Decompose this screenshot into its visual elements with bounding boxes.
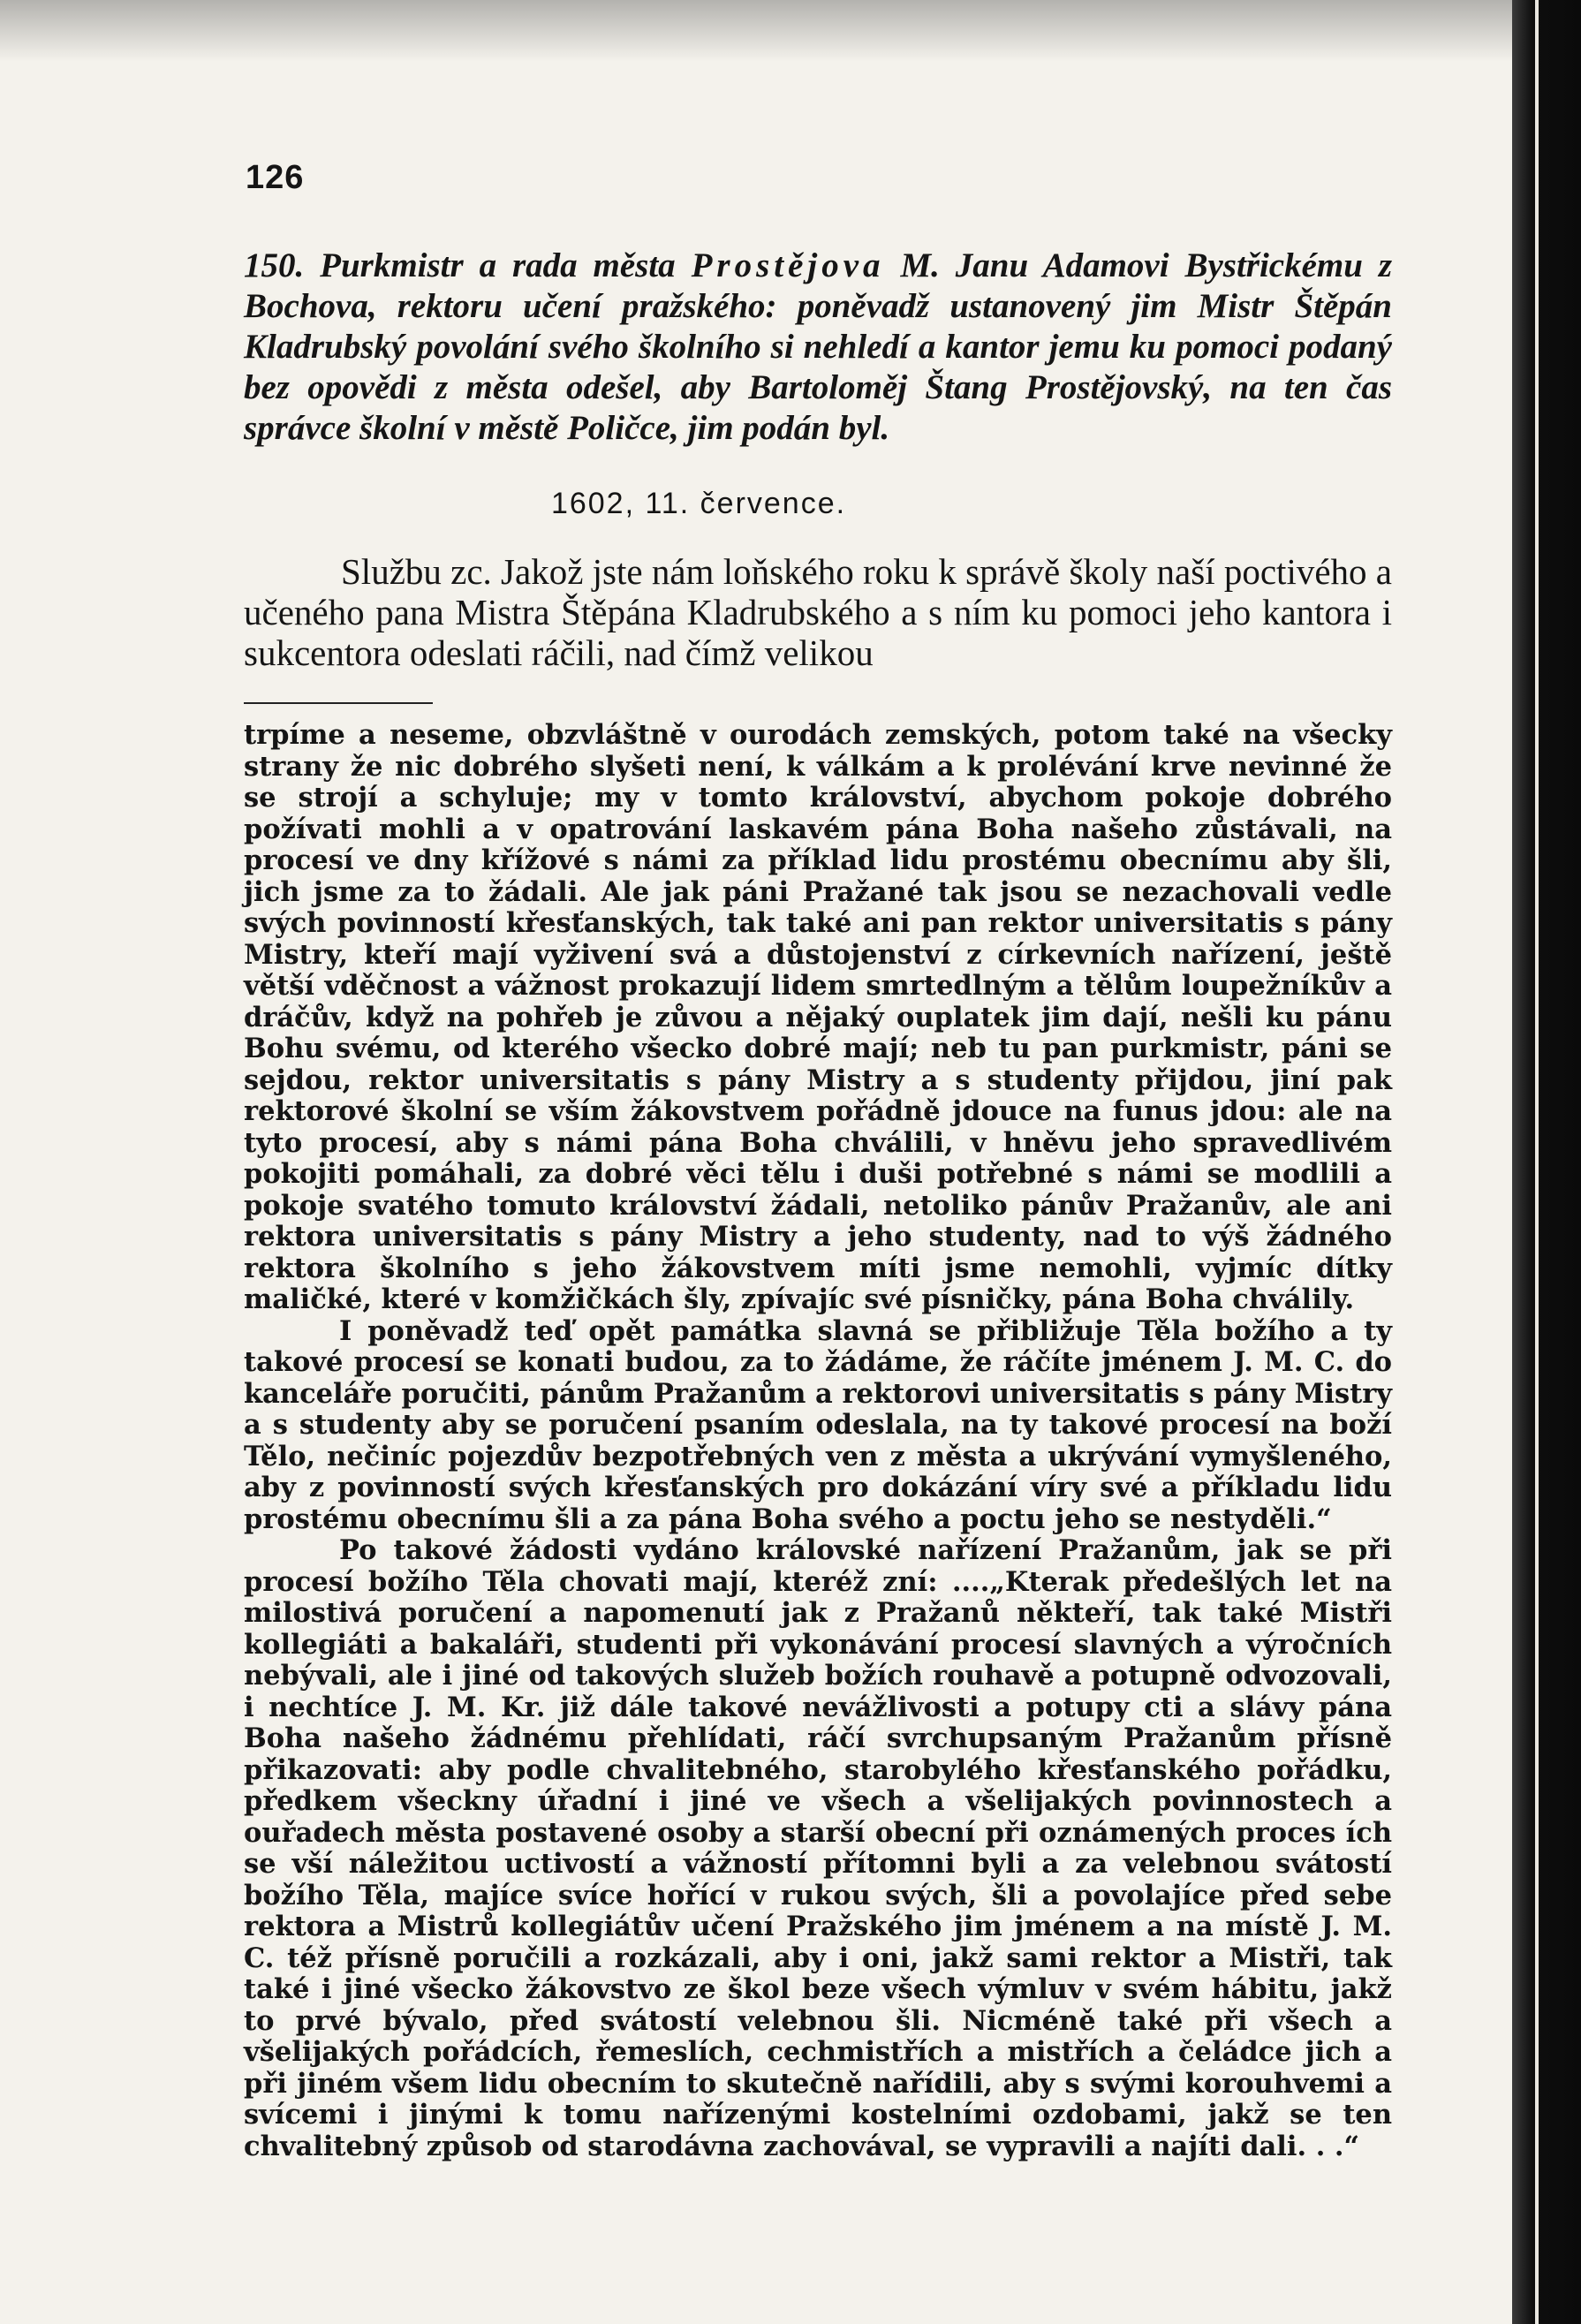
scan-shadow — [0, 0, 1512, 62]
heading-city: Prostějova — [691, 246, 885, 284]
scan-gutter-line — [1535, 0, 1539, 2324]
scan-gutter — [1512, 0, 1581, 2324]
footnote-paragraph-2: I poněvadž teď opět památka slavná se přibližuje Těla božího a ty takové procesí se konati budou, za to žádáme, že ráčíte jménem J. M. C. do kanceláře poručiti, pánům Pražanům a rektorovi universitatis s pány Mistry a s studenty aby se poručení psaním odeslala, na ty takové procesí na boží Tělo, nečiníc pojezdův bezpotřebných ven z města a ukrývání vymyšleného, aby z povinností svých křesťanských pro dokázání víry své a příkladu lidu prostému obecnímu šli a za pána Boha svého a poctu jeho se nestyděli.“ — [244, 1314, 1392, 1535]
page-number: 126 — [246, 159, 305, 196]
footnote-paragraph-1: trpíme a neseme, obzvláštně v ourodách zemských, potom také na všecky strany že nic dobrého slyšeti není, k válkám a k prolévání krve nevinné že se strojí a schyluje; my v tomto království, abychom pokoje dobrého požívati mohli a v opatrování laskavém pána Boha našeho zůstávali, na procesí ve dny křížové s námi za příklad lidu prostému obecnímu aby šli, jich jsme za to žádali. Ale jak páni Pražané tak jsou se nezachovali vedle svých povinností křesťanských, tak také ani pan rektor universitatis s pány Mistry, kteří mají vyživení svá a důstojenství z církevních nařízení, ještě větší vděčnost a vážnost prokazují lidem smrtedlným a tělům loupežníkův a dráčův, když na pohřeb je zůvou a nějaký ouplatek jim dají, nešli ku pánu Bohu svému, od kterého všecko dobré mají; neb tu pan purkmistr, páni se sejdou, rektor universitatis s pány Mistry a s studenty přijdou, jiní pak rektorové školní se vším žákovstvem pořádně jdouce na funus jdou: ale na tyto procesí, aby s námi pána Boha chválili, v hněvu jeho spravedlivém pokojiti pomáhali, za dobré věci tělu i duši potřebné s námi se modlili a pokoje svatého tomuto království žádali, netoliko pánův Pražanův, ale ani rektora universitatis s pány Mistry a jeho studenty, nad to výš žádného rektora školního s jeho žákovstvem míti jsme nemohli, vyjmíc dítky maličké, které v komžičkách šly, zpívajíc své písničky, pána Boha chválily. — [244, 719, 1392, 1315]
document-heading — [244, 246, 1392, 449]
document-date: 1602, 11. července. — [550, 487, 847, 520]
footnote-paragraph-3: Po takové žádosti vydáno královské nařízení Pražanům, jak se při procesí božího Těla chovati mají, kteréž zní: ....„Kterak předešlých let na milostivá poručení a napomenutí jak z Pražanů někteří, tak také Mistři kollegiáti a bakaláři, studenti při vykonávání procesí slavných a výročních nebývali, ale i jiné od takových služeb božích rouhavě a potupně odvozovali, i nechtíce J. M. Kr. již dále takové nevážlivosti a potupy cti a slávy pána Boha našeho žádnému přehlídati, ráčí svrchupsaným Pražanům přísně přikazovati: aby podle chvalitebného, starobylého křesťanského pořádku, předkem všeckny úřadní i jiné ve všech a všelijakých povinnostech a ouřadech města postavené osoby a starší obecní při oznámených proces ích se vší náležitou uctivostí a vážností přítomni byli a za velebnou svátostí božího Těla, majíce svíce hořící v rukou svých, šli a povolajíce před sebe rektora a Mistrů kollegiátův učení Pražského jim jménem a na místě J. M. C. též přísně poručili a rozkázali, aby i oni, jakž sami rektor a Mistři, tak také i jiné všecko žákovstvo ze škol beze všech výmluv v svém hábitu, jakž to prvé bývalo, před svátostí velebnou šli. Nicméně také při všech a všelijakých pořádcích, řemeslích, cechmistřích a mistřích a čeládce jich a při jiném všem lidu obecním to skutečně nařídili, aby s svými korouhvemi a svícemi i jinými k tomu nařízenými kostelními ozdobami, jakž se ten chvalitebný způsob od starodávna zachovával, se vypravili a najíti dali. . .“ — [244, 1534, 1392, 2162]
heading-part-2: M. Janu Adamovi Bystřickému z Bochova, rektoru učení pražského: poněvadž ustanovený jim Mistr Štěpán Kladrubský povolání svého školního si nehledí a kantor jemu ku pomoci podaný bez opovědi z města odešel, aby Bartoloměj Štang Prostějovský, na ten čas správce školní v městě Poličce, jim podán byl. — [244, 246, 1393, 447]
heading-part-1: Purkmistr a rada města — [320, 246, 676, 284]
letter-body: Službu zc. Jakož jste nám loňského roku k správě školy naší poctivého a učeného pana Mistra Štěpána Kladrubského a s ním ku pomoci jeho kantora i sukcentora odeslati ráčili, nad čímž velikou — [244, 551, 1392, 673]
document-number: 150. — [244, 246, 305, 284]
footnote-divider — [244, 702, 433, 704]
footnotes — [244, 720, 1392, 2162]
